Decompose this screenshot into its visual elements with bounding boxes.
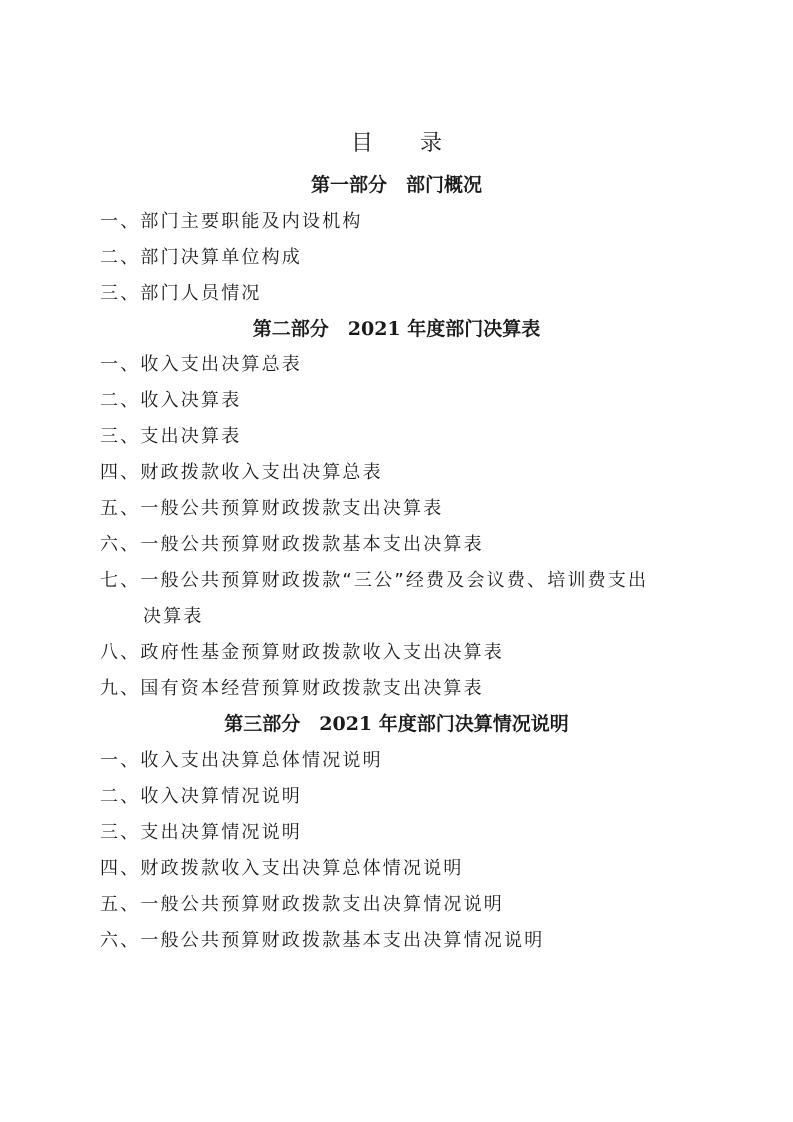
- toc-entry-2-4[interactable]: 四、财政拨款收入支出决算总表: [100, 462, 383, 483]
- toc-entry-2-3[interactable]: 三、支出决算表: [100, 426, 242, 447]
- toc-entry-2-6[interactable]: 六、一般公共预算财政拨款基本支出决算表: [100, 534, 484, 555]
- part-1-heading[interactable]: 第一部分 部门概况: [310, 174, 482, 196]
- part-3-heading[interactable]: 第三部分 2021 年度部门决算情况说明: [224, 713, 569, 735]
- toc-entry-2-2[interactable]: 二、收入决算表: [100, 390, 242, 411]
- toc-entry-3-1[interactable]: 一、收入支出决算总体情况说明: [100, 750, 383, 771]
- toc-entry-3-3[interactable]: 三、支出决算情况说明: [100, 822, 302, 843]
- toc-entry-1-2[interactable]: 二、部门决算单位构成: [100, 247, 302, 268]
- toc-entry-2-7[interactable]: 七、一般公共预算财政拨款“三公”经费及会议费、培训费支出: [100, 570, 649, 591]
- toc-title: 目 录: [351, 131, 462, 156]
- toc-entry-2-8[interactable]: 八、政府性基金预算财政拨款收入支出决算表: [100, 642, 504, 663]
- toc-entry-3-6[interactable]: 六、一般公共预算财政拨款基本支出决算情况说明: [100, 930, 545, 951]
- toc-entry-3-4[interactable]: 四、财政拨款收入支出决算总体情况说明: [100, 858, 464, 879]
- toc-entry-1-3[interactable]: 三、部门人员情况: [100, 283, 262, 304]
- part-2-heading[interactable]: 第二部分 2021 年度部门决算表: [252, 318, 541, 340]
- toc-entry-3-2[interactable]: 二、收入决算情况说明: [100, 786, 302, 807]
- toc-entry-1-1[interactable]: 一、部门主要职能及内设机构: [100, 211, 363, 232]
- toc-entry-2-1[interactable]: 一、收入支出决算总表: [100, 354, 302, 375]
- toc-entry-2-7-continuation[interactable]: 决算表: [143, 606, 204, 627]
- toc-entry-3-5[interactable]: 五、一般公共预算财政拨款支出决算情况说明: [100, 894, 504, 915]
- toc-entry-2-9[interactable]: 九、国有资本经营预算财政拨款支出决算表: [100, 678, 484, 699]
- toc-entry-2-5[interactable]: 五、一般公共预算财政拨款支出决算表: [100, 498, 444, 519]
